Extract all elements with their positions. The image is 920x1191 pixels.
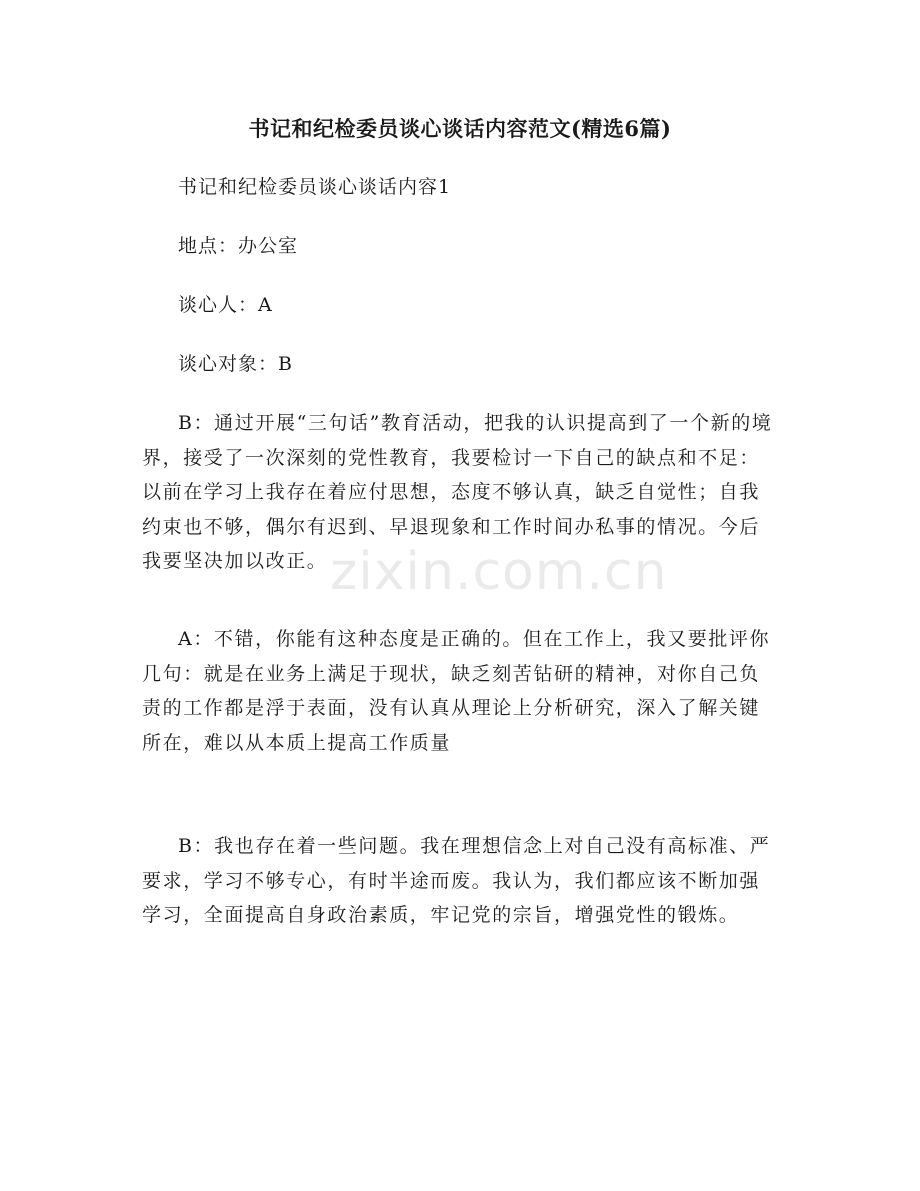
meeting-speaker: 谈心人：A xyxy=(178,294,273,316)
section-heading: 书记和纪检委员谈心谈话内容1 xyxy=(178,176,452,198)
paragraph-b-second: B：我也存在着一些问题。我在理想信念上对自己没有高标准、严要求，学习不够专心，有时半途而废。我认为，我们都应该不断加强学习，全面提高自身政治素质，牢记党的宗旨，增强党性的锻炼。 xyxy=(142,835,771,927)
document-title: 书记和纪检委员谈心谈话内容范文(精选6篇) xyxy=(248,116,672,141)
meeting-target: 谈心对象：B xyxy=(178,353,293,375)
paragraph-a-reply: A：不错，你能有这种态度是正确的。但在工作上，我又要批评你几句：就是在业务上满足于现状，缺乏刻苦钻研的精神，对你自己负责的工作都是浮于表面，没有认真从理论上分析研究，深入了解关键所在，难以从本质上提高工作质量 xyxy=(142,628,771,754)
watermark-text: zixin.com.cn xyxy=(330,542,668,602)
paragraph-b-first: B：通过开展“三句话”教育活动，把我的认识提高到了一个新的境界，接受了一次深刻的党性教育，我要检讨一下自己的缺点和不足：以前在学习上我存在着应付思想，态度不够认真，缺乏自觉性；自我约束也不够，偶尔有迟到、早退现象和工作时间办私事的情况。今后我要坚决加以改正。 xyxy=(142,412,773,573)
meeting-location: 地点：办公室 xyxy=(178,235,299,257)
